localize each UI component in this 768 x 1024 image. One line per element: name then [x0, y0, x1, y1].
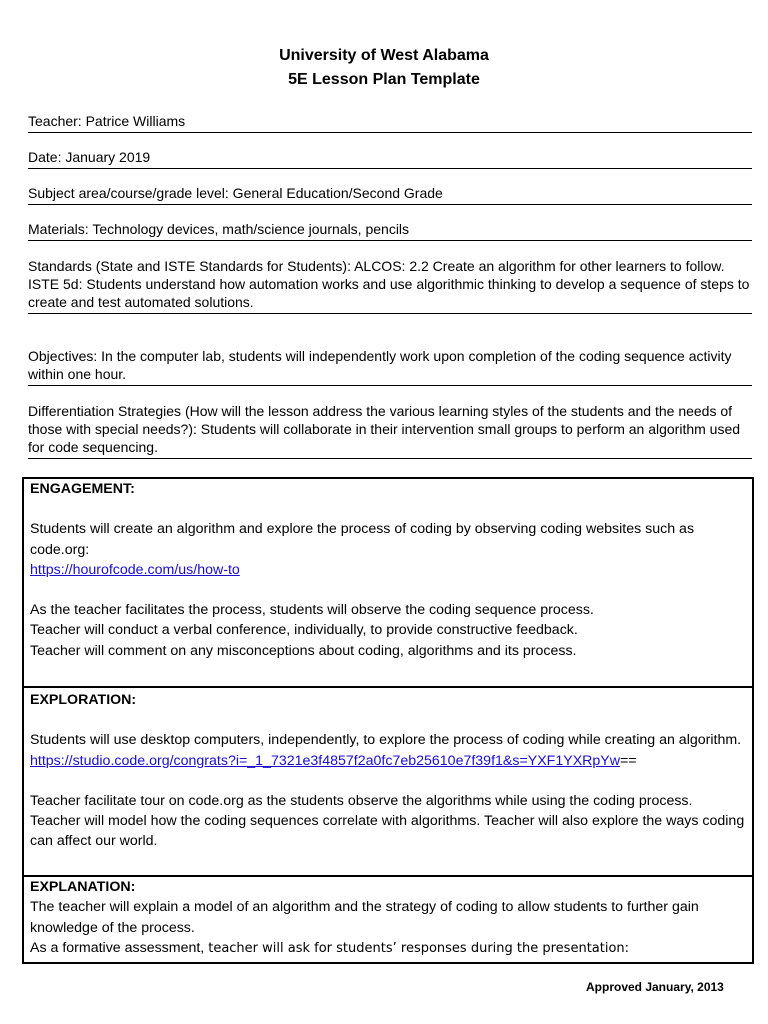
explanation-heading: EXPLANATION:	[30, 879, 136, 895]
university-title: University of West Alabama	[279, 47, 489, 64]
date-field: Date: January 2019	[28, 148, 752, 169]
objectives-field: Objectives: In the computer lab, students will independently work upon completion of the coding sequence activity within one hour.	[28, 347, 752, 386]
explanation-text-2	[30, 938, 746, 959]
exploration-section	[22, 686, 754, 877]
explanation-section	[22, 875, 754, 964]
template-title: 5E Lesson Plan Template	[288, 71, 480, 88]
engagement-text-4: Teacher will comment on any misconceptions about coding, algorithms and its process.	[30, 642, 577, 659]
materials-field: Materials: Technology devices, math/science journals, pencils	[28, 220, 752, 241]
subject-field: Subject area/course/grade level: General Education/Second Grade	[28, 184, 752, 205]
explanation-text-2-end: teacher will ask for students’ responses during the presentation:	[208, 940, 630, 956]
differentiation-field: Differentiation Strategies (How will the lesson address the various learning styles of the students and the needs of those with special needs?): Students will collaborate in their intervention small groups to perform an algorithm used for code sequencing.	[28, 402, 752, 459]
engagement-text-2: As the teacher facilitates the process, students will observe the coding sequence process.	[30, 602, 594, 619]
standards-alcos: Standards (State and ISTE Standards for Students): ALCOS: 2.2 Create an algorithm for other learners to follow.	[28, 258, 725, 274]
hourofcode-link[interactable]: https://hourofcode.com/us/how-to	[30, 561, 240, 578]
explanation-text-2-start: As a formative assessment,	[30, 939, 205, 956]
exploration-text-1: Students will use desktop computers, independently, to explore the process of coding while creating an algorithm.	[30, 732, 742, 749]
exploration-heading: EXPLORATION:	[30, 692, 137, 708]
engagement-section	[22, 477, 754, 688]
engagement-text-3: Teacher will conduct a verbal conference, individually, to provide constructive feedback.	[30, 622, 578, 639]
approved-footer: Approved January, 2013	[586, 980, 724, 994]
standards-iste: ISTE 5d: Students understand how automation works and use algorithmic thinking to develop a sequence of steps to create and test automated solutions.	[28, 276, 750, 310]
exploration-text-3: Teacher will model how the coding sequences correlate with algorithms. Teacher will also explore the ways coding can affect our world.	[30, 813, 745, 850]
teacher-field: Teacher: Patrice Williams	[28, 112, 752, 133]
standards-field	[28, 257, 752, 314]
engagement-heading: ENGAGEMENT:	[30, 481, 135, 497]
studio-code-link[interactable]: https://studio.code.org/congrats?i=_1_7321e3f4857f2a0fc7eb25610e7f39f1&s=YXF1YXRpYw	[30, 752, 621, 769]
explanation-text-1: The teacher will explain a model of an algorithm and the strategy of coding to allow students to further gain knowledge of the process.	[30, 899, 699, 936]
exploration-text-2: Teacher facilitate tour on code.org as the students observe the algorithms while using the coding process.	[30, 792, 693, 809]
link-suffix: ==	[620, 752, 637, 769]
engagement-text-1: Students will create an algorithm and explore the process of coding by observing coding websites such as code.org:	[30, 521, 695, 558]
